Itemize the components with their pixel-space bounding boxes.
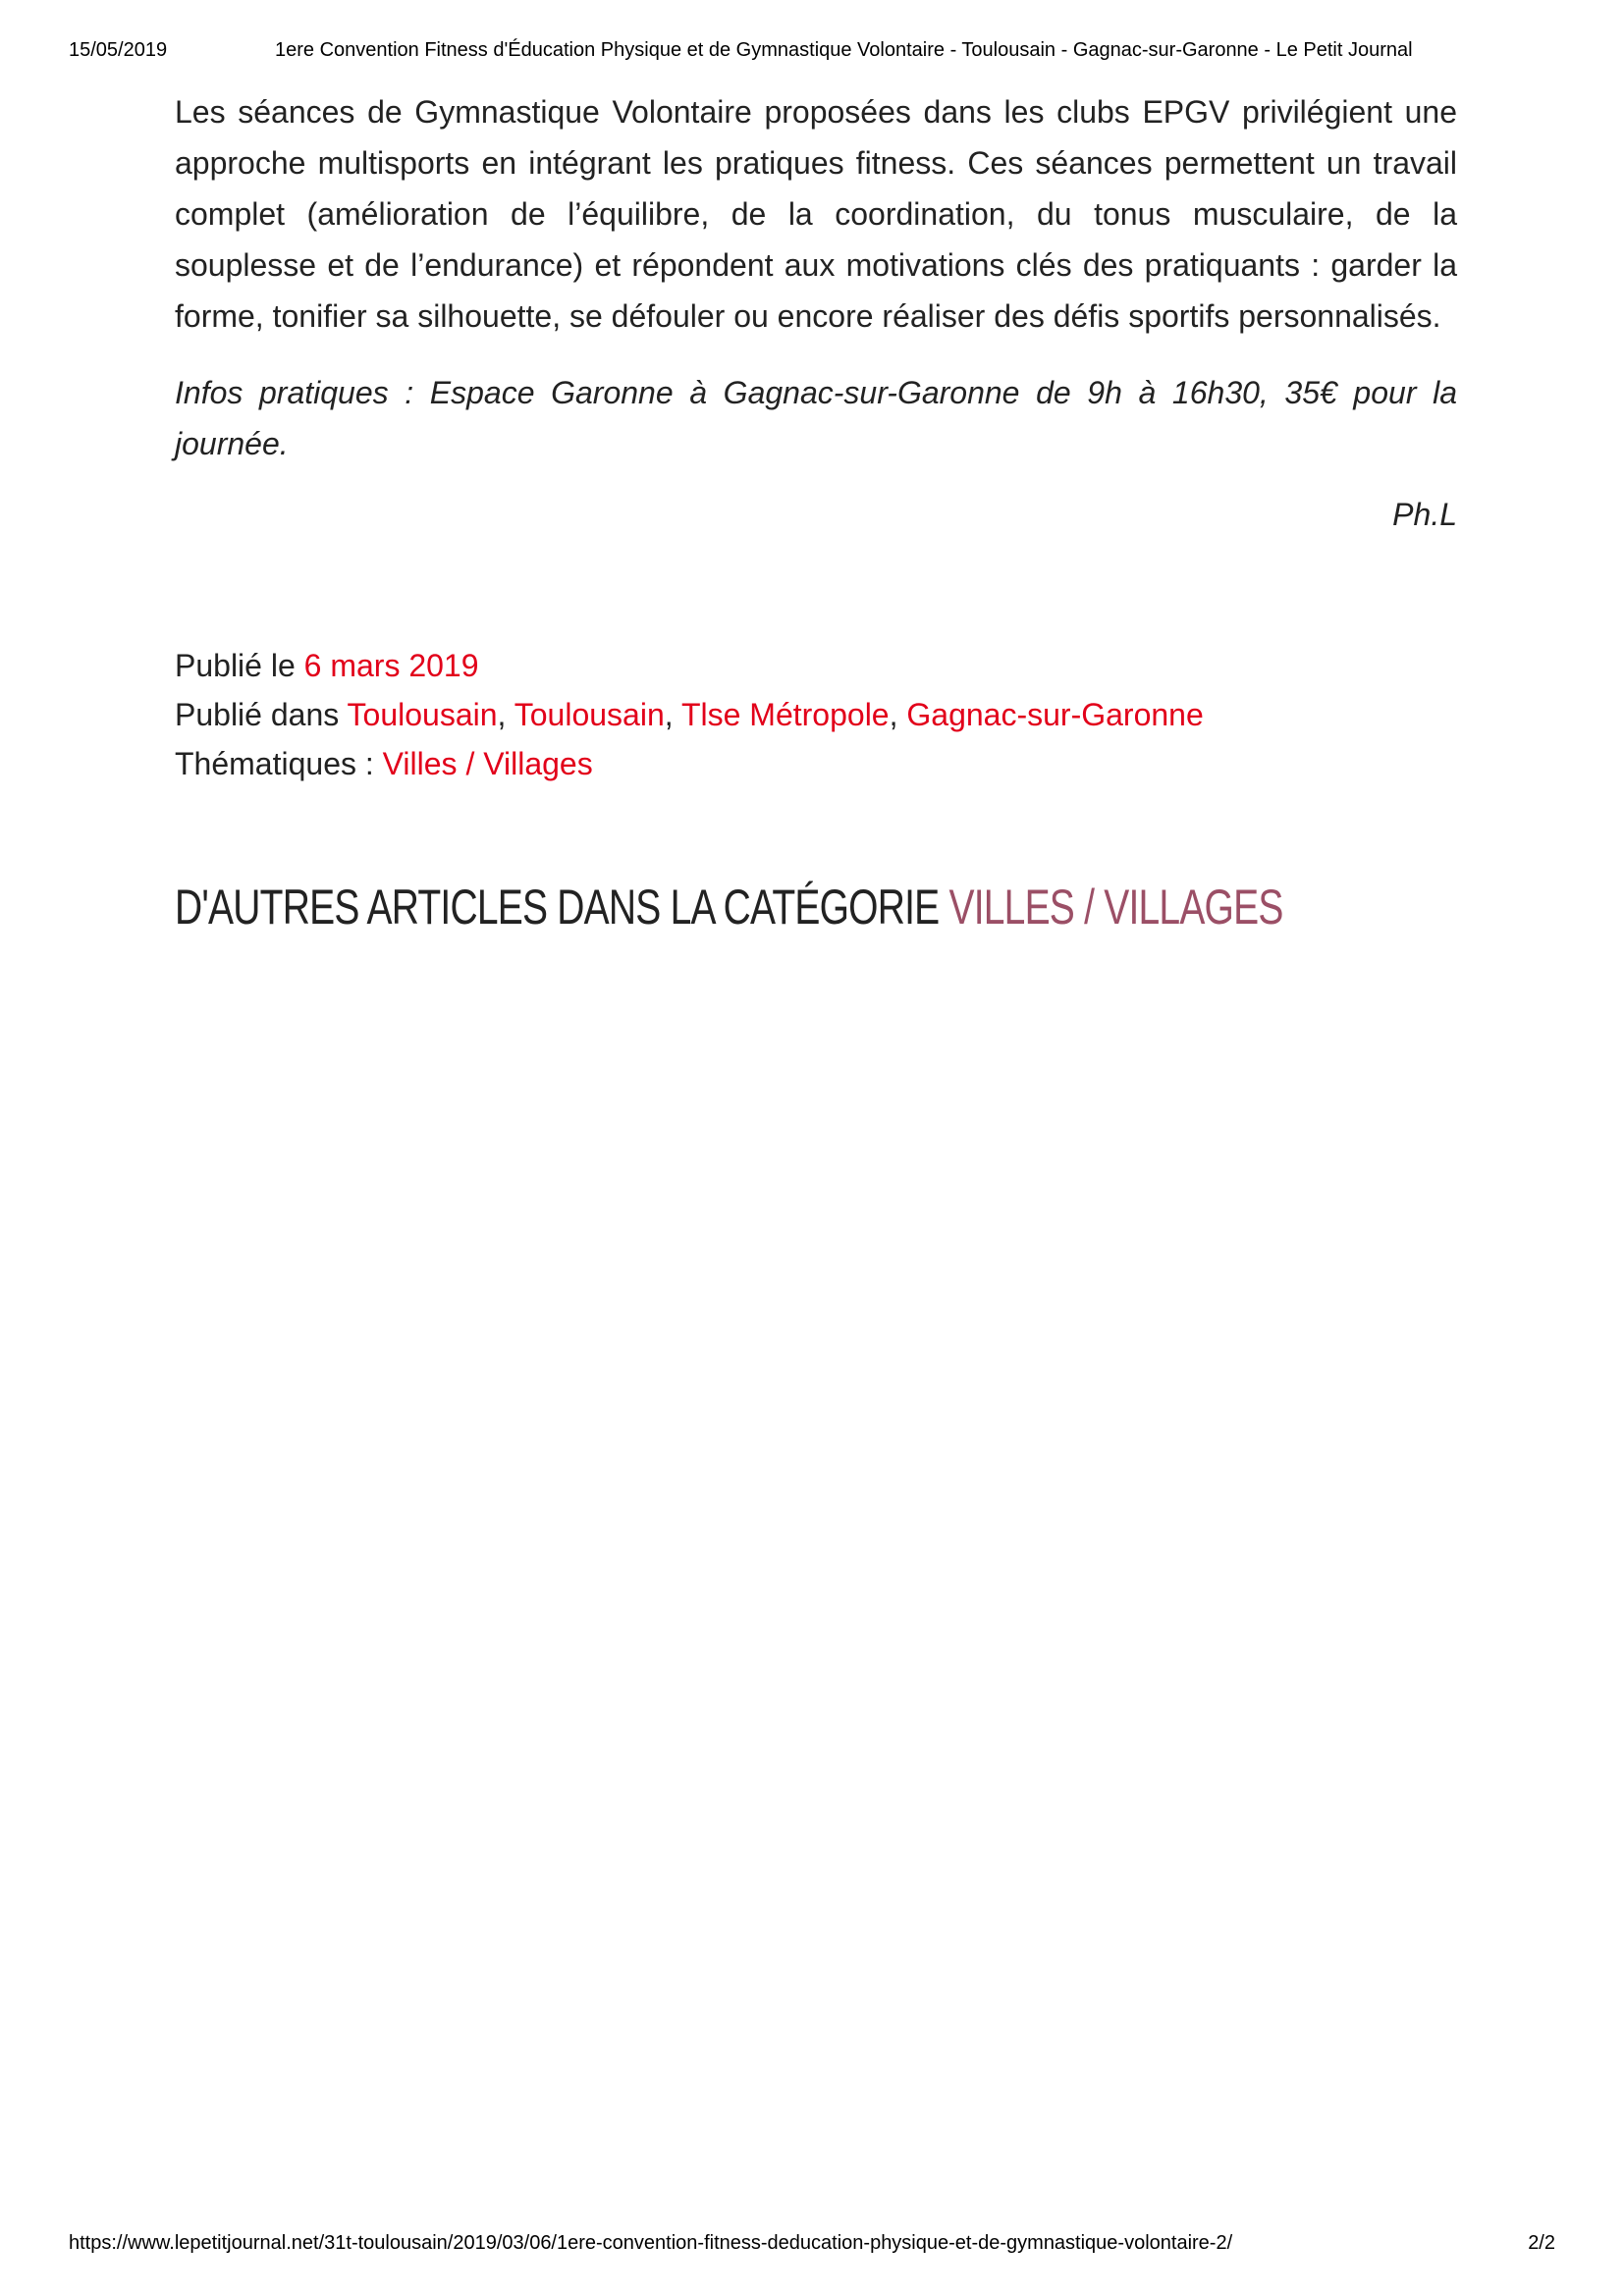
page-url: https://www.lepetitjournal.net/31t-toulousain/2019/03/06/1ere-convention-fitness-deducation-physique-et-de-gymnastique-volontaire-2/: [69, 2232, 1233, 2254]
article-content: [175, 86, 1457, 935]
theme-link[interactable]: Villes / Villages: [382, 746, 593, 781]
related-category-link[interactable]: VILLES / VILLAGES: [948, 880, 1283, 934]
author-signature: Ph.L: [1392, 497, 1457, 532]
themes-label: Thématiques :: [175, 746, 383, 781]
published-in-line: [175, 690, 1457, 739]
separator: ,: [497, 697, 514, 732]
print-footer: [69, 2232, 1555, 2255]
separator: ,: [664, 697, 681, 732]
published-in-link[interactable]: Tlse Métropole: [680, 697, 890, 732]
separator: ,: [889, 697, 907, 732]
print-date: 15/05/2019: [69, 39, 168, 61]
published-in-link[interactable]: Toulousain: [347, 697, 498, 732]
page-number: 2/2: [1528, 2232, 1555, 2254]
practical-info: Infos pratiques : Espace Garonne à Gagnac-sur-Garonne de 9h à 16h30, 35€ pour la journée.: [175, 375, 1457, 461]
published-date-link[interactable]: 6 mars 2019: [303, 648, 479, 683]
published-in-label: Publié dans: [175, 697, 348, 732]
print-title: 1ere Convention Fitness d'Éducation Physique et de Gymnastique Volontaire - Toulousain - Gagnac-sur-Garonne - Le Petit Journal: [275, 39, 1413, 61]
published-in-link[interactable]: Toulousain: [514, 697, 665, 732]
published-date-line: [175, 641, 1457, 690]
article-body: Les séances de Gymnastique Volontaire proposées dans les clubs EPGV privilégient une approche multisports en intégrant les pratiques fitness. Ces séances permettent un travail complet (amélioration de l’équilibre, de la coordination, du tonus musculaire, de la souplesse et de l’endurance) et répondent aux motivations clés des pratiquants : garder la forme, tonifier sa silhouette, se défouler ou encore réaliser des défis sportifs personnalisés.: [175, 94, 1457, 334]
article-meta: [175, 641, 1457, 788]
published-in-link[interactable]: Gagnac-sur-Garonne: [906, 697, 1204, 732]
related-articles-heading: [175, 879, 1283, 935]
themes-line: [175, 739, 1457, 788]
print-header: [69, 39, 1555, 62]
related-prefix: D'AUTRES ARTICLES DANS LA CATÉGORIE: [175, 880, 949, 934]
published-label: Publié le: [175, 648, 304, 683]
